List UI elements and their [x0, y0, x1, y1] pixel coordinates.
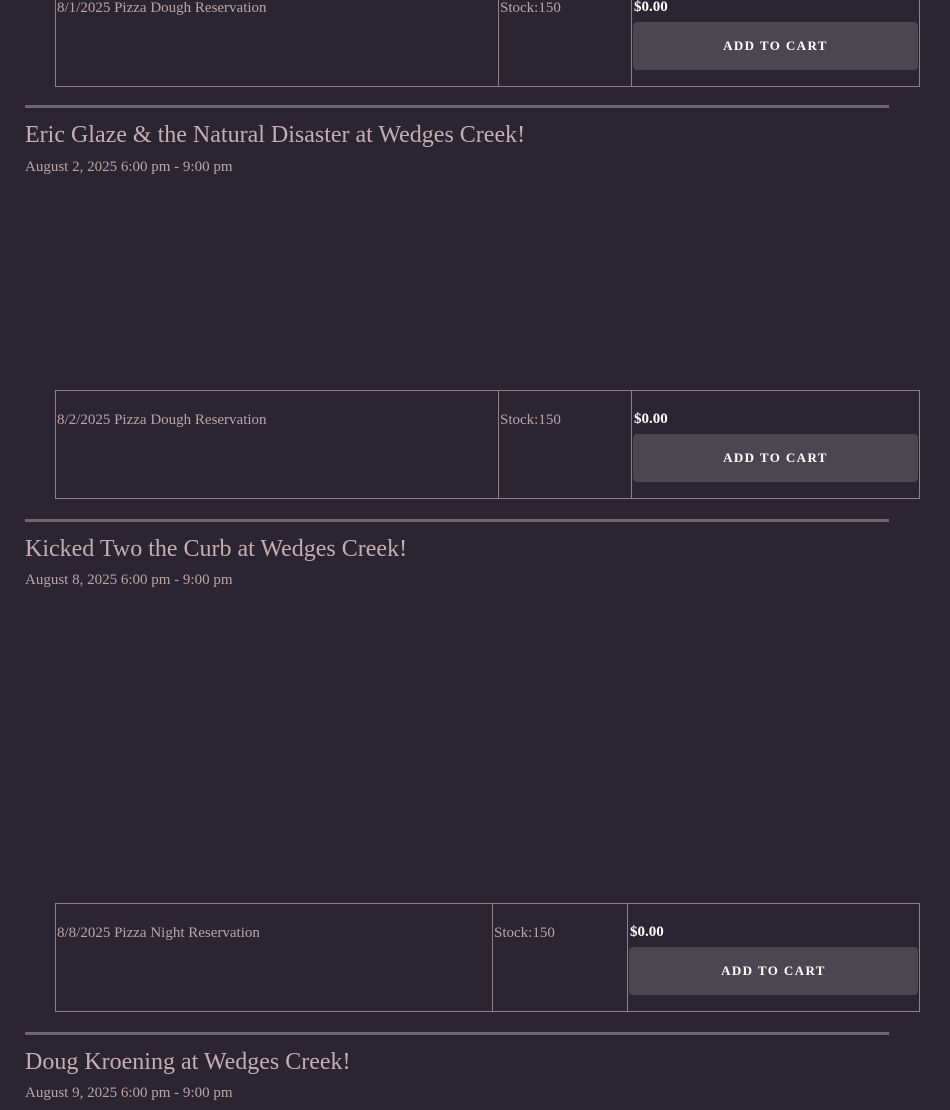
ticket-price: $0.00	[634, 0, 668, 15]
ticket-stock: Stock:150	[499, 0, 632, 87]
add-to-cart-button[interactable]: ADD TO CART	[633, 434, 918, 482]
event-date: August 8, 2025 6:00 pm - 9:00 pm	[25, 572, 233, 588]
ticket-stock: Stock:150	[499, 391, 632, 499]
ticket-row	[56, 391, 920, 499]
ticket-name: 8/1/2025 Pizza Dough Reservation	[56, 0, 499, 87]
event-divider	[25, 105, 889, 108]
ticket-table	[55, 903, 920, 1012]
ticket-row	[56, 0, 920, 87]
add-to-cart-button[interactable]: ADD TO CART	[633, 22, 918, 70]
ticket-row	[56, 904, 920, 1012]
ticket-name: 8/2/2025 Pizza Dough Reservation	[56, 391, 499, 499]
ticket-price: $0.00	[630, 924, 664, 940]
event-title[interactable]: Eric Glaze & the Natural Disaster at Wedges Creek!	[25, 122, 526, 148]
add-to-cart-button[interactable]: ADD TO CART	[629, 947, 918, 995]
event-title[interactable]: Kicked Two the Curb at Wedges Creek!	[25, 536, 408, 562]
ticket-price: $0.00	[634, 411, 668, 427]
ticket-table	[55, 0, 920, 87]
ticket-table	[55, 390, 920, 499]
ticket-name: 8/8/2025 Pizza Night Reservation	[56, 904, 493, 1012]
event-date: August 2, 2025 6:00 pm - 9:00 pm	[25, 159, 233, 175]
ticket-purchase-cell	[632, 0, 920, 87]
event-divider	[25, 519, 889, 522]
event-title[interactable]: Doug Kroening at Wedges Creek!	[25, 1049, 351, 1075]
ticket-purchase-cell	[632, 391, 920, 499]
event-date: August 9, 2025 6:00 pm - 9:00 pm	[25, 1085, 233, 1101]
ticket-stock: Stock:150	[493, 904, 628, 1012]
event-divider	[25, 1032, 889, 1035]
ticket-purchase-cell	[628, 904, 920, 1012]
